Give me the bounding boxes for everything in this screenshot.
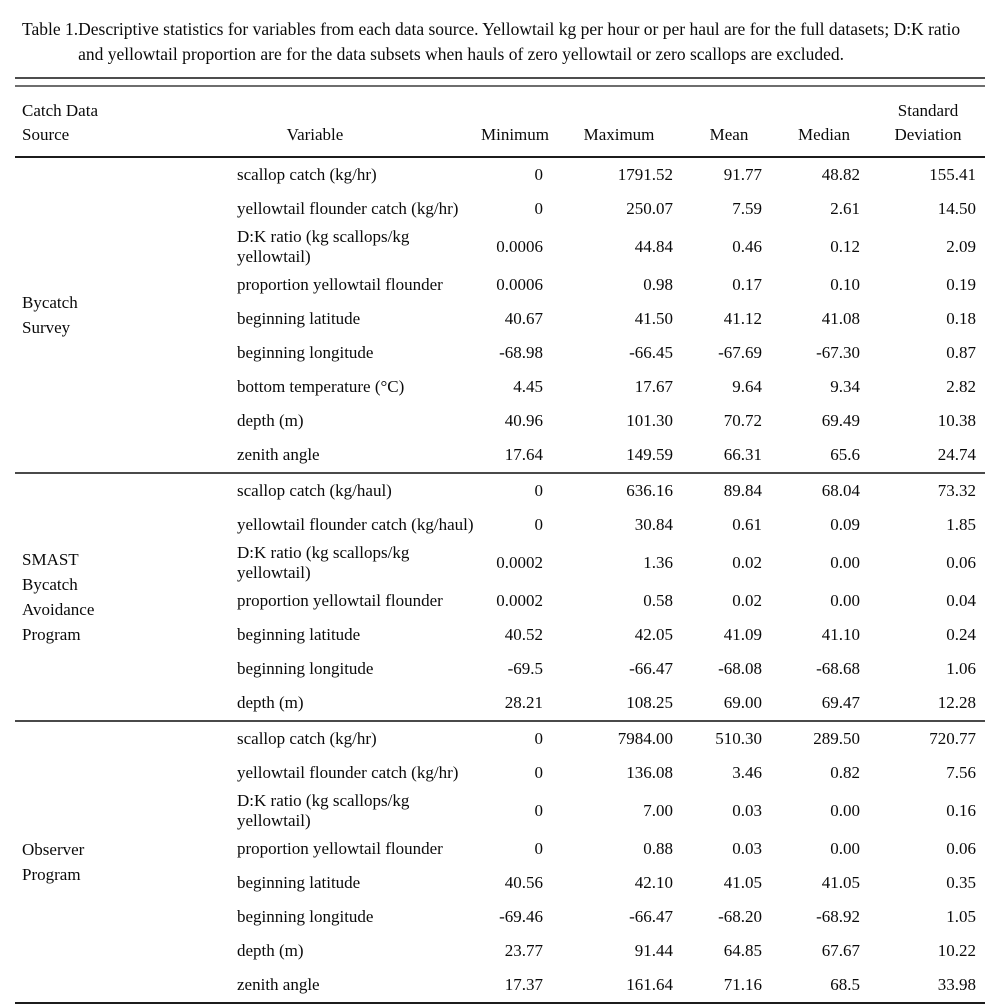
minimum-value: 40.96 bbox=[504, 411, 543, 430]
minimum-value: 0 bbox=[475, 473, 555, 508]
variable-name: yellowtail flounder catch (kg/hr) bbox=[237, 199, 459, 218]
sd-value: 0.87 bbox=[946, 343, 976, 362]
minimum-value: -69.46 bbox=[499, 907, 543, 926]
header-variable: Variable bbox=[155, 87, 475, 157]
minimum-value: -69.5 bbox=[507, 659, 543, 678]
table-row bbox=[15, 508, 985, 542]
table-body bbox=[15, 157, 985, 1003]
minimum-value: 0 bbox=[534, 763, 543, 782]
minimum-value: 0 bbox=[534, 199, 543, 218]
median-value: 0.00 bbox=[830, 553, 860, 572]
maximum-value: 108.25 bbox=[626, 693, 673, 712]
maximum-value: 101.30 bbox=[626, 411, 673, 430]
sd-value: 155.41 bbox=[929, 165, 976, 184]
mean-value: 91.77 bbox=[723, 165, 762, 184]
sd-value: 1.05 bbox=[946, 907, 976, 926]
median-value: -67.30 bbox=[816, 343, 860, 362]
mean-value: 70.72 bbox=[723, 411, 762, 430]
mean-value: 0.17 bbox=[732, 275, 762, 294]
maximum-value: 7984.00 bbox=[555, 721, 683, 756]
minimum-value: 0 bbox=[534, 839, 543, 858]
maximum-value: 7.00 bbox=[643, 801, 673, 820]
minimum-value: 0 bbox=[534, 165, 543, 184]
mean-value: -67.69 bbox=[718, 343, 762, 362]
table-row bbox=[15, 438, 985, 473]
variable-name: scallop catch (kg/hr) bbox=[237, 165, 377, 184]
table-row bbox=[15, 473, 985, 508]
variable-name: beginning longitude bbox=[237, 907, 374, 926]
mean-value: -68.20 bbox=[718, 907, 762, 926]
mean-value: 0.03 bbox=[732, 801, 762, 820]
variable-name: yellowtail flounder catch (kg/haul) bbox=[237, 515, 474, 534]
mean-value: 69.00 bbox=[723, 693, 762, 712]
minimum-value: 4.45 bbox=[513, 377, 543, 396]
median-value: 69.47 bbox=[821, 693, 860, 712]
minimum-value: 40.52 bbox=[504, 625, 543, 644]
sd-value: 10.38 bbox=[937, 411, 976, 430]
median-value: -68.68 bbox=[816, 659, 860, 678]
variable-name: D:K ratio (kg scallops/kg yellowtail) bbox=[237, 543, 410, 582]
mean-value: 89.84 bbox=[683, 473, 775, 508]
table-row bbox=[15, 618, 985, 652]
sd-value: 0.18 bbox=[946, 309, 976, 328]
sd-value: 1.85 bbox=[946, 515, 976, 534]
top-double-rule bbox=[15, 77, 985, 87]
table-row bbox=[15, 790, 985, 832]
maximum-value: 0.88 bbox=[643, 839, 673, 858]
sd-value: 7.56 bbox=[946, 763, 976, 782]
sd-value: 0.24 bbox=[946, 625, 976, 644]
mean-value: 0.03 bbox=[732, 839, 762, 858]
median-value: 41.08 bbox=[821, 309, 860, 328]
median-value: 0.00 bbox=[830, 839, 860, 858]
variable-name: beginning latitude bbox=[237, 309, 361, 328]
maximum-value: 42.05 bbox=[634, 625, 673, 644]
table-row bbox=[15, 652, 985, 686]
median-value: 0.82 bbox=[830, 763, 860, 782]
mean-value: 41.05 bbox=[723, 873, 762, 892]
median-value: 69.49 bbox=[821, 411, 860, 430]
variable-name: scallop catch (kg/haul) bbox=[155, 473, 475, 508]
median-value: 2.61 bbox=[830, 199, 860, 218]
mean-value: 41.12 bbox=[723, 309, 762, 328]
sd-value: 0.19 bbox=[946, 275, 976, 294]
table-row bbox=[15, 968, 985, 1003]
table-row bbox=[15, 268, 985, 302]
sd-value: 10.22 bbox=[937, 941, 976, 960]
median-value: 0.12 bbox=[830, 237, 860, 256]
table-row bbox=[15, 721, 985, 756]
median-value: 0.09 bbox=[830, 515, 860, 534]
sd-value: 12.28 bbox=[937, 693, 976, 712]
table-row bbox=[15, 584, 985, 618]
minimum-value: 0.0006 bbox=[496, 275, 543, 294]
sd-value: 0.35 bbox=[946, 873, 976, 892]
median-value: 9.34 bbox=[830, 377, 860, 396]
sd-value: 14.50 bbox=[937, 199, 976, 218]
variable-name: depth (m) bbox=[237, 693, 304, 712]
mean-value: 9.64 bbox=[732, 377, 762, 396]
maximum-value: 1791.52 bbox=[617, 165, 673, 184]
maximum-value: 17.67 bbox=[634, 377, 673, 396]
variable-name: beginning latitude bbox=[237, 873, 361, 892]
table-row bbox=[15, 832, 985, 866]
mean-value: 64.85 bbox=[723, 941, 762, 960]
variable-name: proportion yellowtail flounder bbox=[237, 275, 443, 294]
variable-name: beginning latitude bbox=[237, 625, 361, 644]
mean-value: 510.30 bbox=[683, 721, 775, 756]
header-minimum: Minimum bbox=[475, 87, 555, 157]
minimum-value: 0 bbox=[475, 721, 555, 756]
sd-value: 2.82 bbox=[946, 377, 976, 396]
minimum-value: 0 bbox=[534, 801, 543, 820]
median-value: 68.5 bbox=[830, 975, 860, 994]
sd-value: 33.98 bbox=[937, 975, 976, 994]
header-mean: Mean bbox=[683, 87, 775, 157]
median-value: 67.67 bbox=[821, 941, 860, 960]
table-caption bbox=[0, 0, 1000, 67]
minimum-value: 0.0002 bbox=[496, 553, 543, 572]
header-median: Median bbox=[775, 87, 873, 157]
maximum-value: 91.44 bbox=[634, 941, 673, 960]
sd-value: 0.16 bbox=[946, 801, 976, 820]
mean-value: 0.46 bbox=[732, 237, 762, 256]
variable-name: beginning longitude bbox=[237, 343, 374, 362]
catch-data-source-label: SMAST Bycatch Avoidance Program bbox=[15, 473, 155, 721]
minimum-value: 28.21 bbox=[504, 693, 543, 712]
maximum-value: 136.08 bbox=[626, 763, 673, 782]
minimum-value: 40.56 bbox=[504, 873, 543, 892]
variable-name: depth (m) bbox=[237, 411, 304, 430]
maximum-value: 30.84 bbox=[634, 515, 673, 534]
mean-value: 0.61 bbox=[732, 515, 762, 534]
mean-value: 7.59 bbox=[732, 199, 762, 218]
maximum-value: 0.98 bbox=[643, 275, 673, 294]
table-row bbox=[15, 756, 985, 790]
median-value: 41.05 bbox=[821, 873, 860, 892]
maximum-value: 41.50 bbox=[634, 309, 673, 328]
mean-value: 3.46 bbox=[732, 763, 762, 782]
variable-name: D:K ratio (kg scallops/kg yellowtail) bbox=[237, 227, 410, 266]
header-maximum: Maximum bbox=[555, 87, 683, 157]
sd-value: 24.74 bbox=[937, 445, 976, 464]
minimum-value: 17.37 bbox=[504, 975, 543, 994]
maximum-value: -66.47 bbox=[629, 659, 673, 678]
maximum-value: 161.64 bbox=[626, 975, 673, 994]
maximum-value: 149.59 bbox=[626, 445, 673, 464]
sd-value: 0.06 bbox=[946, 553, 976, 572]
maximum-value: -66.45 bbox=[629, 343, 673, 362]
table-caption-label: Table 1. bbox=[22, 19, 79, 39]
table-row bbox=[15, 226, 985, 268]
minimum-value: 23.77 bbox=[504, 941, 543, 960]
maximum-value: 1.36 bbox=[643, 553, 673, 572]
variable-name: proportion yellowtail flounder bbox=[237, 839, 443, 858]
mean-value: 71.16 bbox=[723, 975, 762, 994]
mean-value: 0.02 bbox=[732, 553, 762, 572]
mean-value: -68.08 bbox=[718, 659, 762, 678]
median-value: 65.6 bbox=[830, 445, 860, 464]
maximum-value: 636.16 bbox=[555, 473, 683, 508]
sd-value: 1.06 bbox=[946, 659, 976, 678]
sd-value: 2.09 bbox=[946, 237, 976, 256]
median-value: 0.00 bbox=[830, 591, 860, 610]
variable-name: beginning longitude bbox=[237, 659, 374, 678]
median-value: 0.10 bbox=[830, 275, 860, 294]
table-row bbox=[15, 192, 985, 226]
header-standard-deviation: Standard Deviation bbox=[873, 87, 985, 157]
table-row bbox=[15, 404, 985, 438]
table-row bbox=[15, 336, 985, 370]
median-value: 68.04 bbox=[775, 473, 873, 508]
median-value: 0.00 bbox=[830, 801, 860, 820]
mean-value: 41.09 bbox=[723, 625, 762, 644]
minimum-value: 17.64 bbox=[504, 445, 543, 464]
median-value: 48.82 bbox=[821, 165, 860, 184]
maximum-value: 44.84 bbox=[634, 237, 673, 256]
mean-value: 66.31 bbox=[723, 445, 762, 464]
variable-name: bottom temperature (°C) bbox=[237, 377, 405, 396]
sd-value: 73.32 bbox=[873, 473, 985, 508]
sd-value: 720.77 bbox=[873, 721, 985, 756]
variable-name: depth (m) bbox=[237, 941, 304, 960]
variable-name: zenith angle bbox=[237, 975, 320, 994]
variable-name: yellowtail flounder catch (kg/hr) bbox=[237, 763, 459, 782]
table-row bbox=[15, 866, 985, 900]
minimum-value: 40.67 bbox=[504, 309, 543, 328]
table-row bbox=[15, 686, 985, 721]
table-row bbox=[15, 542, 985, 584]
median-value: 41.10 bbox=[821, 625, 860, 644]
sd-value: 0.06 bbox=[946, 839, 976, 858]
minimum-value: -68.98 bbox=[499, 343, 543, 362]
table-row bbox=[15, 302, 985, 336]
table-row bbox=[15, 370, 985, 404]
table-row bbox=[15, 900, 985, 934]
median-value: 289.50 bbox=[775, 721, 873, 756]
catch-data-source-label: Observer Program bbox=[15, 721, 155, 1003]
minimum-value: 0 bbox=[534, 515, 543, 534]
variable-name: scallop catch (kg/hr) bbox=[155, 721, 475, 756]
minimum-value: 0.0006 bbox=[496, 237, 543, 256]
table-row bbox=[15, 934, 985, 968]
median-value: -68.92 bbox=[816, 907, 860, 926]
maximum-value: -66.47 bbox=[629, 907, 673, 926]
table-header-row bbox=[15, 87, 985, 157]
maximum-value: 42.10 bbox=[634, 873, 673, 892]
table-row bbox=[15, 157, 985, 192]
sd-value: 0.04 bbox=[946, 591, 976, 610]
variable-name: D:K ratio (kg scallops/kg yellowtail) bbox=[237, 791, 410, 830]
catch-data-source-label: Bycatch Survey bbox=[22, 293, 78, 337]
minimum-value: 0.0002 bbox=[496, 591, 543, 610]
table-caption-text: Descriptive statistics for variables from each data source. Yellowtail kg per hour or per haul are for the full datasets; D:K ratio and yellowtail proportion are for the data subsets when hauls of zero yellowtail or zero scallops are excluded. bbox=[78, 19, 961, 64]
descriptive-statistics-table bbox=[15, 87, 985, 1004]
maximum-value: 250.07 bbox=[626, 199, 673, 218]
mean-value: 0.02 bbox=[732, 591, 762, 610]
header-catch-data-source: Catch Data Source bbox=[15, 87, 155, 157]
variable-name: zenith angle bbox=[237, 445, 320, 464]
maximum-value: 0.58 bbox=[643, 591, 673, 610]
variable-name: proportion yellowtail flounder bbox=[237, 591, 443, 610]
